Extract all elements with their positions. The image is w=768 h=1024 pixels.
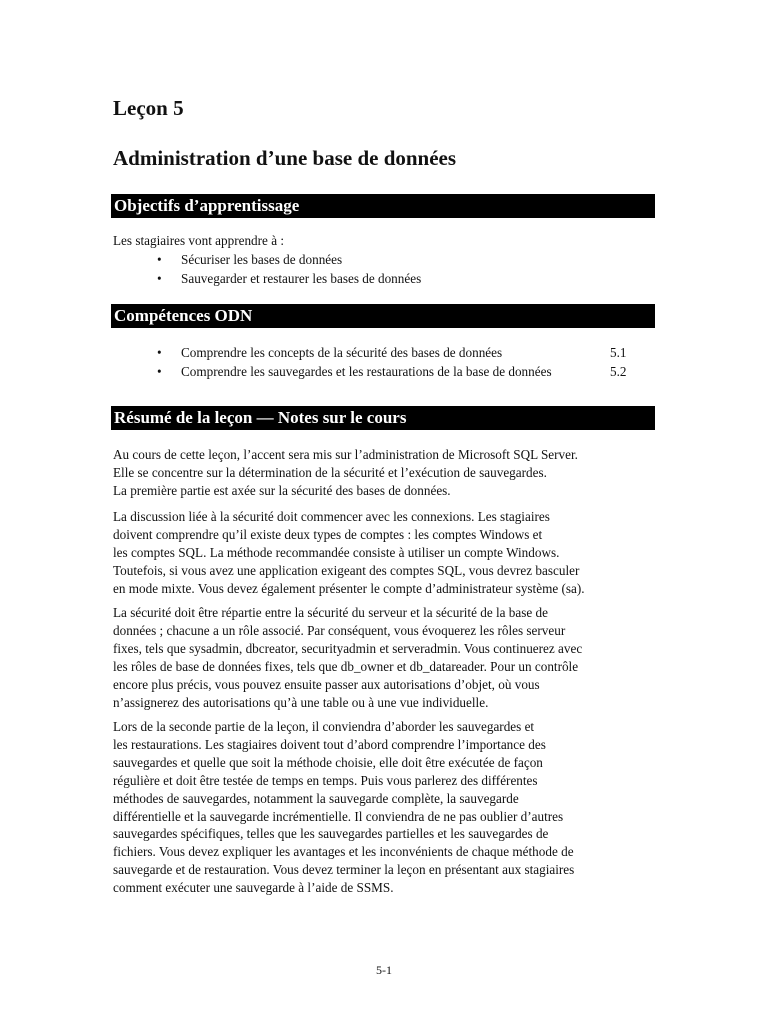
paragraph-line: les restaurations. Les stagiaires doivent tout d’abord comprendre l’importance des <box>113 736 546 752</box>
summary-paragraph <box>113 604 658 711</box>
objectives-intro: Les stagiaires vont apprendre à : <box>113 233 285 248</box>
paragraph-line: méthodes de sauvegardes, notamment la sauvegarde complète, la sauvegarde <box>113 790 519 806</box>
paragraph-line: fichiers. Vous devez expliquer les avantages et les inconvénients de chaque méthode de <box>113 844 574 860</box>
skill-item-ref: 5.2 <box>610 364 627 379</box>
paragraph-line: La sécurité doit être répartie entre la sécurité du serveur et la sécurité de la base de <box>113 605 548 620</box>
page-number: 5-1 <box>376 963 392 977</box>
paragraph-line: régulière et doit être testée de temps en temps. Puis vous parlerez des différentes <box>113 772 538 788</box>
paragraph-line: sauvegarde et de restauration. Vous devez terminer la leçon en présentant aux stagiaires <box>113 862 575 878</box>
skill-item-text: Comprendre les sauvegardes et les restaurations de la base de données <box>181 364 552 379</box>
paragraph-line: données ; chacune a un rôle associé. Par conséquent, vous évoquerez les rôles serveur <box>113 622 566 638</box>
paragraph-line: les rôles de base de données fixes, tels que db_owner et db_datareader. Pour un contrôle <box>113 658 579 674</box>
paragraph-line: sauvegardes et quelle que soit la méthode choisie, elle doit être exécutée de façon <box>113 754 543 770</box>
bullet-icon: • <box>157 271 162 286</box>
objective-item-text: Sauvegarder et restaurer les bases de données <box>181 271 422 286</box>
paragraph-line: La première partie est axée sur la sécurité des bases de données. <box>113 482 451 498</box>
paragraph-line: les comptes SQL. La méthode recommandée consiste à utiliser un compte Windows. <box>113 544 560 560</box>
objective-item-text: Sécuriser les bases de données <box>181 252 343 267</box>
bullet-icon: • <box>157 364 162 379</box>
paragraph-line: en mode mixte. Vous devez également présenter le compte d’administrateur système (sa). <box>113 580 585 596</box>
paragraph-line: sauvegardes spécifiques, telles que les sauvegardes partielles et les sauvegardes de <box>113 826 549 842</box>
paragraph-line: n’assignerez des autorisations qu’à une table ou à une vue individuelle. <box>113 694 489 710</box>
objectives-heading: Objectifs d’apprentissage <box>111 194 655 218</box>
summary-paragraph <box>113 446 658 500</box>
paragraph-line: Lors de la seconde partie de la leçon, il conviendra d’aborder les sauvegardes et <box>113 719 535 734</box>
paragraph-line: comment exécuter une sauvegarde à l’aide de SSMS. <box>113 880 394 896</box>
summary-paragraph <box>113 508 658 598</box>
lesson-number: Leçon 5 <box>113 96 184 120</box>
paragraph-line: différentielle et la sauvegarde incrémentielle. Il conviendra de ne pas oublier d’autres <box>113 808 564 824</box>
paragraph-line: Au cours de cette leçon, l’accent sera mis sur l’administration de Microsoft SQL Server. <box>113 447 578 462</box>
paragraph-line: doivent comprendre qu’il existe deux types de comptes : les comptes Windows et <box>113 526 543 542</box>
skills-heading: Compétences ODN <box>111 304 655 328</box>
bullet-icon: • <box>157 252 162 267</box>
paragraph-line: encore plus précis, vous pouvez ensuite passer aux autorisations d’objet, où vous <box>113 676 540 692</box>
paragraph-line: Elle se concentre sur la détermination de la sécurité et l’exécution de sauvegardes. <box>113 464 547 480</box>
lesson-title: Administration d’une base de données <box>113 146 457 170</box>
bullet-icon: • <box>157 345 162 360</box>
paragraph-line: Toutefois, si vous avez une application exigeant des comptes SQL, vous devrez basculer <box>113 562 580 578</box>
paragraph-line: fixes, tels que sysadmin, dbcreator, securityadmin et serveradmin. Vous continuerez avec <box>113 640 583 656</box>
skill-item-ref: 5.1 <box>610 345 627 360</box>
skill-item-text: Comprendre les concepts de la sécurité des bases de données <box>181 345 503 360</box>
paragraph-line: La discussion liée à la sécurité doit commencer avec les connexions. Les stagiaires <box>113 509 550 524</box>
summary-paragraph <box>113 718 658 897</box>
summary-heading: Résumé de la leçon — Notes sur le cours <box>111 406 655 430</box>
